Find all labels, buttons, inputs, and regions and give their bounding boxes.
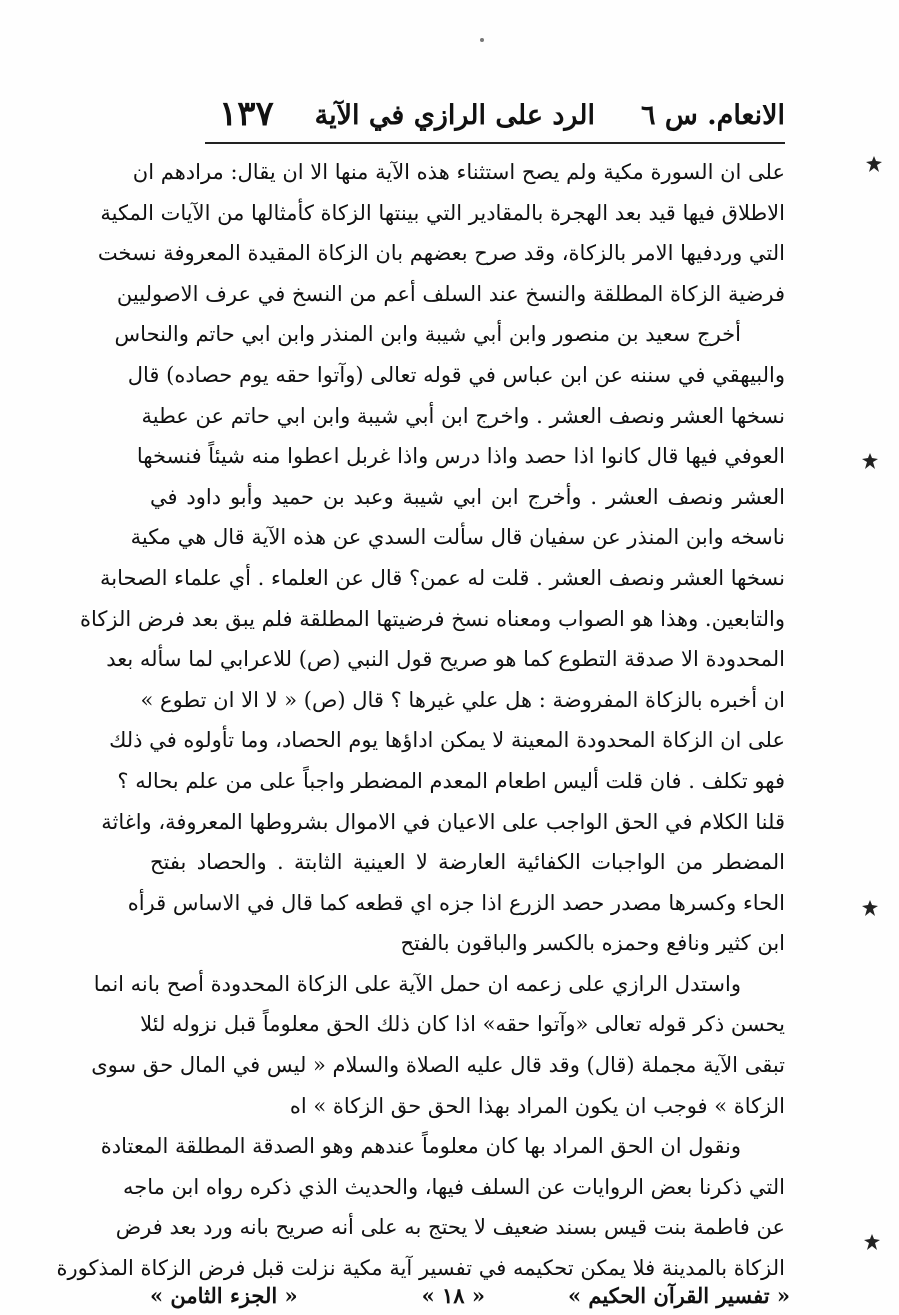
text-line: الزكاة بالمدينة فلا يمكن تحكيمه في تفسير آية مكية نزلت قبل فرض الزكاة المذكورة [56,1256,785,1281]
section-label: الانعام. س ٦ [640,100,785,131]
text-line: ان أخبره بالزكاة المفروضة : هل علي غيرها ؟ قال (ص) « لا الا ان تطوع » [140,687,785,712]
text-line: الاطلاق فيها قيد بعد الهجرة بالمقادير التي بينتها الزكاة كأمثالها من الآيات المكية [100,200,785,225]
text-line: على ان السورة مكية ولم يصح استثناء هذه الآية منها الا ان يقال: مرادهم ان [132,160,785,184]
text-line: أخرج سعيد بن منصور وابن أبي شيبة وابن المنذر وابن ابي حاتم والنحاس [114,322,741,347]
text-line: يحسن ذكر قوله تعالى «وآتوا حقه» اذا كان ذلك الحق معلوماً قبل نزوله لئلا [140,1012,785,1037]
text-line: التي وردفيها الامر بالزكاة، وقد صرح بعضهم بان الزكاة المقيدة المعروفة نسخت [97,241,785,266]
text-line: الحاء وكسرها مصدر حصد الزرع اذا جزه اي قطعه كما قال في الاساس قرأه [127,890,785,915]
page-number: ١٣٧ [219,94,274,134]
text-line: والبيهقي في سننه عن ابن عباس في قوله تعالى (وآتوا حقه يوم حصاده) قال [127,362,785,387]
text-line: والتابعين. وهذا هو الصواب ومعناه نسخ فرضيتها المطلقة فلم يبق بعد فرض الزكاة [79,606,785,631]
page-header [205,96,785,140]
body-text [56,152,785,1289]
header-rule [205,142,785,144]
text-line: على ان الزكاة المحدودة المعينة لا يمكن اداؤها يوم الحصاد، وما تأولوه في ذلك [109,728,785,753]
text-line: ابن كثير ونافع وحمزه بالكسر والباقون بالفتح [400,931,785,956]
text-line: قلنا الكلام في الحق الواجب على الاعيان في الاموال بشروطها المعروفة، واغاثة [101,809,785,834]
running-title: الرد على الرازي في الآية [314,100,595,131]
text-line: ونقول ان الحق المراد بها كان معلوماً عندهم وهو الصدقة المطلقة المعتادة [100,1134,741,1159]
text-line: الزكاة » فوجب ان يكون المراد بهذا الحق حق الزكاة » اه [289,1093,785,1118]
text-line: تبقى الآية مجملة (قال) وقد قال عليه الصلاة والسلام « ليس في المال حق سوى [91,1053,785,1078]
text-line: التي ذكرنا بعض الروايات عن السلف فيها، والحديث الذي ذكره رواه ابن ماجه [123,1174,785,1199]
text-line: ناسخه وابن المنذر عن سفيان قال سألت السدي عن هذه الآية قال هي مكية [130,525,785,550]
text-line: المحدودة الا صدقة التطوع كما هو صريح قول النبي (ص) للاعرابي لما سأله بعد [106,647,785,672]
binding-mark-icon [864,1234,880,1250]
footer-book-title: « تفسير القرآن الحكيم » [567,1283,790,1308]
text-line: واستدل الرازي على زعمه ان حمل الآية على الزكاة المحدودة أصح بانه انما [93,971,741,996]
page-footer [150,1283,790,1313]
binding-mark-icon [862,453,878,469]
text-line: فهو تكلف . فان قلت أليس اطعام المعدم المضطر واجباً على من علم بحاله ؟ [117,768,785,793]
text-line: العوفي فيها قال كانوا اذا حصد واذا درس واذا غربل اعطوا منه شيئاً فنسخها [136,444,785,469]
footer-part: « الجزء الثامن » [150,1283,298,1308]
binding-mark-icon [862,900,878,916]
text-line: فرضية الزكاة المطلقة والنسخ عند السلف أعم من النسخ في عرف الاصوليين [116,281,785,306]
footer-sheet-number: « ١٨ » [421,1283,485,1308]
speck [480,38,484,42]
text-line: عن فاطمة بنت قيس بسند ضعيف لا يحتج به على أنه صريح بانه ورد بعد فرض [115,1215,785,1240]
text-line: نسخها العشر ونصف العشر . قلت له عمن؟ قال عن العلماء . أي علماء الصحابة [99,565,785,590]
binding-mark-icon [866,156,882,172]
text-line: نسخها العشر ونصف العشر . واخرج ابن أبي شيبة وابن ابي حاتم عن عطية [141,403,785,428]
text-line: العشر ونصف العشر . وأخرج ابن ابي شيبة وعبد بن حميد وأبو داود في [150,484,785,509]
text-line: المضطر من الواجبات الكفائية العارضة لا العينية الثابتة . والحصاد بفتح [150,850,785,875]
